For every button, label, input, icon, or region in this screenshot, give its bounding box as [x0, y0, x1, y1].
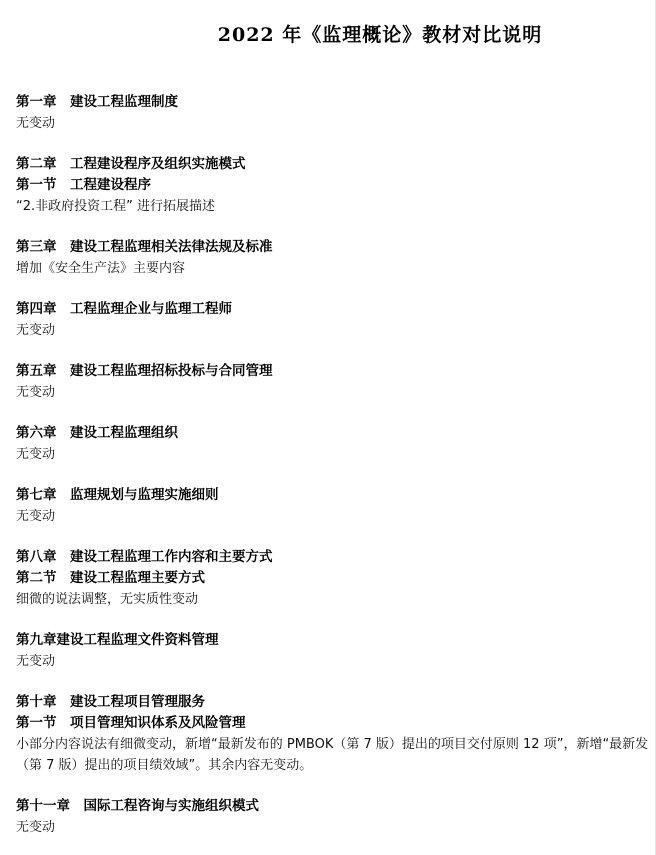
chapter-section [16, 154, 656, 217]
chapter-heading: 第八章 建设工程监理工作内容和主要方式 [16, 549, 273, 565]
change-note: 无变动 [16, 116, 56, 131]
chapter-section [16, 92, 656, 134]
change-note: 小部分内容说法有细微变动，新增“最新发布的 PMBOK（第 7 版）提出的项目交付原则 12 项”，新增“最新发 [16, 737, 649, 752]
section-heading: 第一节 工程建设程序 [16, 177, 151, 193]
chapter-heading: 第二章 工程建设程序及组织实施模式 [16, 156, 246, 172]
chapter-section [16, 630, 656, 672]
chapter-heading: 第十一章 国际工程咨询与实施组织模式 [16, 798, 259, 814]
change-note: “2.非政府投资工程” 进行拓展描述 [16, 199, 216, 214]
chapter-heading: 第九章建设工程监理文件资料管理 [16, 632, 219, 648]
chapter-heading: 第七章 监理规划与监理实施细则 [16, 487, 219, 503]
chapter-section [16, 547, 656, 610]
chapter-heading: 第一章 建设工程监理制度 [16, 94, 178, 110]
chapter-heading: 第三章 建设工程监理相关法律法规及标准 [16, 239, 273, 255]
chapter-list [16, 92, 656, 855]
chapter-section [16, 485, 656, 527]
change-note: 无变动 [16, 820, 56, 835]
chapter-section [16, 796, 656, 838]
chapter-section [16, 361, 656, 403]
change-note: 无变动 [16, 654, 56, 669]
chapter-heading: 第五章 建设工程监理招标投标与合同管理 [16, 363, 273, 379]
change-note: 无变动 [16, 509, 56, 524]
chapter-heading: 第十章 建设工程项目管理服务 [16, 694, 205, 710]
chapter-section [16, 692, 656, 776]
chapter-heading: 第六章 建设工程监理组织 [16, 425, 178, 441]
change-note: 增加《安全生产法》主要内容 [16, 261, 186, 276]
change-note: 无变动 [16, 447, 56, 462]
section-heading: 第二节 建设工程监理主要方式 [16, 570, 205, 586]
chapter-section [16, 423, 656, 465]
chapter-section [16, 299, 656, 341]
section-heading: 第一节 项目管理知识体系及风险管理 [16, 715, 246, 731]
change-note: （第 7 版）提出的项目绩效域”。其余内容无变动。 [16, 758, 313, 773]
change-note: 无变动 [16, 385, 56, 400]
change-note: 无变动 [16, 323, 56, 338]
chapter-heading: 第四章 工程监理企业与监理工程师 [16, 301, 232, 317]
change-note: 细微的说法调整，无实质性变动 [16, 592, 199, 607]
document-title: 2022 年《监理概论》教材对比说明 [217, 24, 543, 46]
chapter-section [16, 237, 656, 279]
